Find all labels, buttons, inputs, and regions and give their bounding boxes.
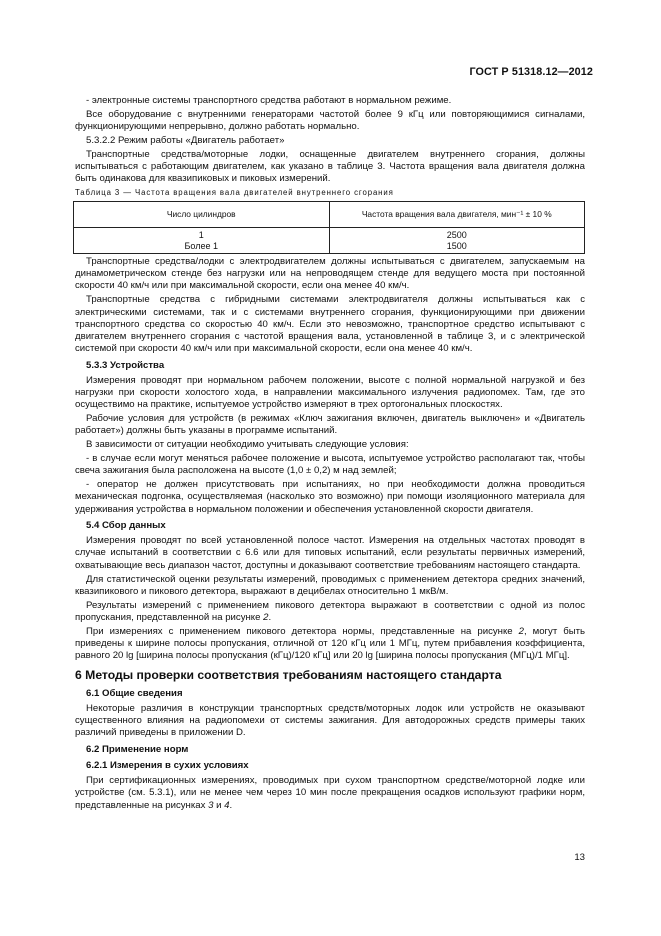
text-run: и	[213, 799, 225, 811]
text-run: , могут быть приведены к ширине полосы пропускания, отличной от 120 кГц или 1 МГц, путем прибавления коэффициента, равного 20 lg [ширина полосы пропускания (кГц)/120 кГц] или 20 lg [ширина полосы пропускания (МГц)/1 МГц].	[75, 625, 585, 662]
cylinders-value: 1	[198, 229, 204, 240]
paragraph: Все оборудование с внутренними генераторами частотой более 9 кГц или повторяющимися сигналами, функционирующими непрерывно, должно работать нормально.	[75, 108, 585, 133]
table-header-cylinders: Число цилиндров	[74, 201, 330, 227]
subsection-title-6-2: 6.2 Применение норм	[86, 743, 189, 755]
figure-ref: 4	[224, 799, 230, 811]
figure-ref: 2	[518, 625, 524, 637]
paragraph: - электронные системы транспортного средства работают в нормальном режиме.	[86, 95, 452, 106]
subsection-title-6-2-1: 6.2.1 Измерения в сухих условиях	[86, 759, 249, 771]
cylinders-value: Более 1	[184, 240, 218, 251]
subsection-title-5-4: 5.4 Сбор данных	[86, 519, 166, 531]
table-row	[74, 227, 585, 252]
paragraph: Транспортные средства/моторные лодки, оснащенные двигателем внутреннего сгорания, должны испытываться с работающим двигателем, как указано в таблице 3. Частота вращения вала двигателя должна быть одинакова для квазипиковых и пиковых измерений.	[75, 148, 585, 185]
paragraph: При сертификационных измерениях, проводимых при сухом транспортном средстве/моторной лодке или устройстве (см. 5.3.1), или не менее чем через 10 мин после прекращения осадков используют графики норм, представленные на рисунках 3 и 4.	[75, 775, 585, 811]
paragraph	[75, 626, 585, 663]
rpm-value: 1500	[446, 240, 467, 251]
paragraph: Измерения проводят по всей установленной полосе частот. Измерения на отдельных частотах проводят в случае испытаний в соответствии с 6.6 или для типовых испытаний, если результаты первичных измерений, охватывающие весь диапазон частот, доступны и доказывают соответствие требованиям настоящего стандарта.	[75, 535, 585, 571]
table-3-title: Таблица 3 — Частота вращения вала двигателей внутреннего сгорания	[75, 188, 394, 198]
paragraph: Транспортные средства с гибридными системами электродвигателя должны испытываться как с электрическими системами, так и с системами внутреннего сгорания, функционирующими при движении транспортного средства со скоростью 40 км/ч. Если это невозможно, транспортное средство испытывают с двигателем внутреннего сгорания с частотой вращения вала, установленной в таблице 3, и с электрической системой при скорости 40 км/ч или при максимальной скорости, если она менее 40 км/ч.	[75, 294, 585, 355]
paragraph: Транспортные средства/лодки с электродвигателем должны испытываться с двигателем, запускаемым на динамометрическом стенде без нагрузки или на непроводящем стенде для ведущего моста при постоянной скорости 40 км/ч или при максимальной скорости, если она менее 40 км/ч.	[75, 255, 585, 292]
table-cell-rpm	[329, 227, 585, 252]
subsection-title-5-3-3: 5.3.3 Устройства	[86, 359, 165, 371]
list-item: - в случае если могут меняться рабочее положение и высота, испытуемое устройство располагают так, чтобы свеча зажигания была расположена на высоте (1,0 ± 0,2) м над землей;	[75, 453, 585, 477]
table-cell-cylinders	[74, 227, 330, 252]
paragraph: Рабочие условия для устройств (в режимах «Ключ зажигания включен, двигатель выключен» и «Двигатель работает») должны быть указаны в программе испытаний.	[75, 413, 585, 437]
paragraph: Некоторые различия в конструкции транспортных средств/моторных лодок или устройств не оказывают существенного влияния на радиопомехи от системы зажигания. Для автодорожных средств примеры таких различий приведены в приложении D.	[75, 702, 585, 739]
document-header: ГОСТ Р 51318.12—2012	[469, 66, 593, 78]
paragraph: Результаты измерений с применением пикового детектора выражают в соответствии с одной из полос пропускания, представленной на рисунке 2.	[75, 599, 585, 623]
list-item: - оператор не должен присутствовать при испытаниях, но при необходимости должна проводиться механическая подгонка, осуществляемая (насколько это возможно) при помощи изоляционного материала для удерживания устройства в нормальном положении и обеспечения установленной скорости двигателя.	[75, 479, 585, 515]
text-run: При сертификационных измерениях, проводимых при сухом транспортном средстве/моторной лодке или устройстве (см. 5.3.1), или не менее чем через 10 мин после прекращения осадков используют графики норм, представленные на рисунках	[75, 775, 585, 811]
table-3	[73, 201, 585, 254]
page-number: 13	[574, 852, 585, 863]
subsection-title-6-1: 6.1 Общие сведения	[86, 687, 183, 699]
table-header-rpm: Частота вращения вала двигателя, мин⁻¹ ± 10 %	[329, 201, 585, 227]
text-run: При измерениях с применением пикового детектора нормы, представленные на рисунке	[86, 625, 519, 637]
figure-ref: 2	[263, 611, 269, 623]
text-run: Результаты измерений с применением пикового детектора выражают в соответствии с одной из полос пропускания, представленной на рисунке	[75, 599, 585, 623]
rpm-value: 2500	[446, 229, 467, 240]
subsection-title-5-3-2-2: 5.3.2.2 Режим работы «Двигатель работает»	[86, 134, 285, 146]
section-title-6: 6 Методы проверки соответствия требованиям настоящего стандарта	[75, 668, 502, 683]
paragraph: Для статистической оценки результаты измерений, проводимых с применением детектора средних значений, квазипикового и пикового детектора, выражают в децибелах относительно 1 мкВ/м.	[75, 573, 585, 597]
paragraph: В зависимости от ситуации необходимо учитывать следующие условия:	[86, 439, 409, 451]
document-body	[75, 95, 585, 814]
figure-ref: 3	[208, 799, 214, 811]
paragraph: Измерения проводят при нормальном рабочем положении, высоте с полной нормальной нагрузкой и без нагрузки при скорости холостого хода, в направлении максимального излучения радиопомех. Там, где это осуществимо на практике, испытуемое устройство измеряют в трех ортогональных плоскостях.	[75, 374, 585, 411]
